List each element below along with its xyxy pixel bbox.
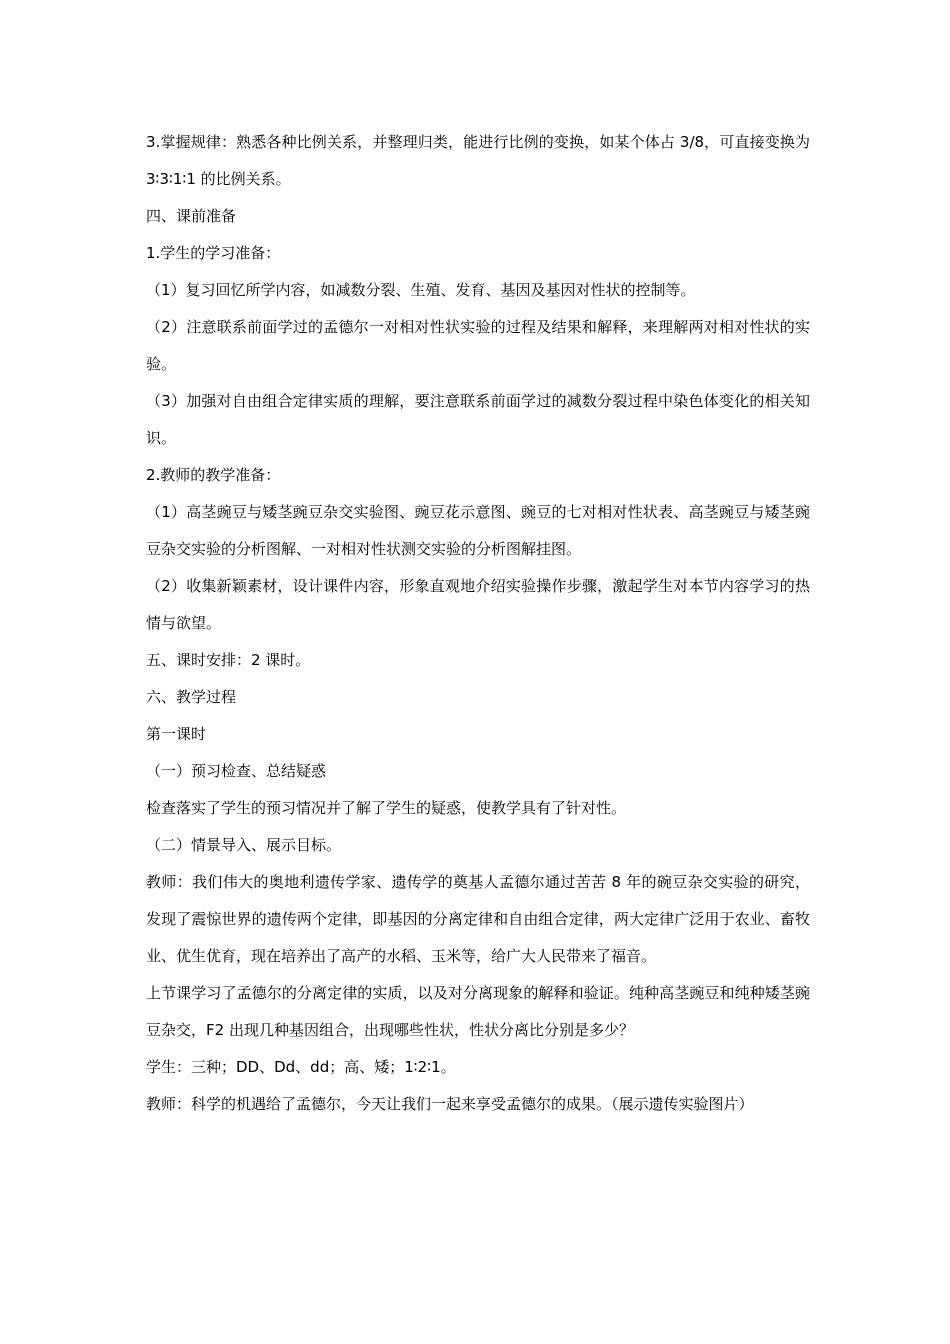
heading-teaching-process: 六、教学过程 — [146, 688, 237, 706]
heading-first-lesson: 第一课时 — [146, 725, 207, 743]
paragraph-master-rules: 3.掌握规律：熟悉各种比例关系，并整理归类，能进行比例的变换，如某个体占 3/8，可直接变换为 3∶3∶1∶1 的比例关系。 — [146, 133, 810, 188]
paragraph-teacher-prep-1: （1）高茎豌豆与矮茎豌豆杂交实验图、豌豆花示意图、豌豆的七对相对性状表、高茎豌豆与矮茎豌豆杂交实验的分析图解、一对相对性状测交实验的分析图解挂图。 — [146, 503, 810, 558]
paragraph-student-answer: 学生：三种；DD、Dd、dd；高、矮；1∶2∶1。 — [146, 1058, 456, 1076]
paragraph-student-prep-2: （2）注意联系前面学过的孟德尔一对相对性状实验的过程及结果和解释，来理解两对相对性状的实验。 — [146, 318, 810, 373]
paragraph-teacher-prep-2: （2）收集新颖素材，设计课件内容，形象直观地介绍实验操作步骤，激起学生对本节内容学习的热情与欲望。 — [146, 577, 810, 632]
document-body — [146, 124, 810, 1123]
heading-pre-class-preparation: 四、课前准备 — [146, 207, 237, 225]
heading-preview-check: （一）预习检查、总结疑惑 — [146, 762, 327, 780]
paragraph-teacher-closing: 教师：科学的机遇给了孟德尔，今天让我们一起来享受孟德尔的成果。（展示遗传实验图片） — [146, 1095, 754, 1113]
paragraph-preview-check: 检查落实了学生的预习情况并了解了学生的疑惑，使教学具有了针对性。 — [146, 799, 627, 817]
paragraph-teacher-intro: 教师：我们伟大的奥地利遗传学家、遗传学的奠基人孟德尔通过苦苦 8 年的碗豆杂交实验的研究，发现了震惊世界的遗传两个定律，即基因的分离定律和自由组合定律，两大定律广泛用于农业、畜牧业、优生优育，现在培养出了高产的水稻、玉米等，给广大人民带来了福音。 — [146, 873, 810, 965]
paragraph-student-prep-3: （3）加强对自由组合定律实质的理解，要注意联系前面学过的减数分裂过程中染色体变化的相关知识。 — [146, 392, 810, 447]
paragraph-student-prep-1: （1）复习回忆所学内容，如减数分裂、生殖、发育、基因及基因对性状的控制等。 — [146, 281, 696, 299]
heading-class-schedule: 五、课时安排：2 课时。 — [146, 651, 311, 669]
heading-scenario-introduction: （二）情景导入、展示目标。 — [146, 836, 342, 854]
heading-teacher-preparation: 2.教师的教学准备： — [146, 466, 281, 484]
heading-student-preparation: 1.学生的学习准备： — [146, 244, 281, 262]
paragraph-previous-lesson: 上节课学习了孟德尔的分离定律的实质，以及对分离现象的解释和验证。纯种高茎豌豆和纯种矮茎豌豆杂交，F2 出现几种基因组合，出现哪些性状，性状分离比分别是多少？ — [146, 984, 810, 1039]
